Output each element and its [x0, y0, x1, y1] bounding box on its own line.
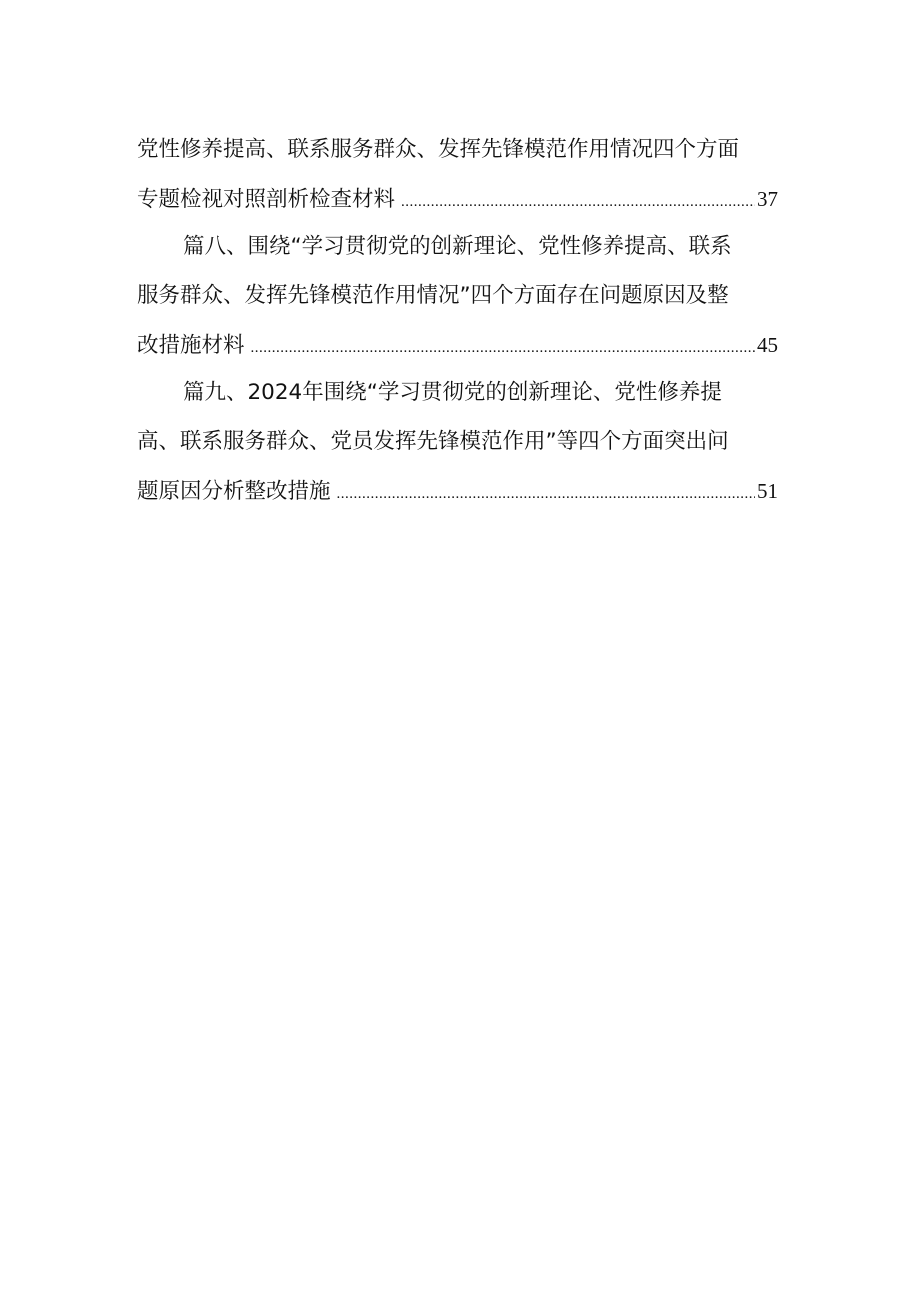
toc-page-number: 37 [757, 186, 778, 211]
toc-entry-line: 篇九、2024年围绕“学习贯彻党的创新理论、党性修养提 [183, 380, 722, 406]
dot-leader [401, 178, 755, 224]
dot-leader [251, 324, 755, 370]
toc-entry-last-line [137, 175, 778, 224]
toc-entry-line: 服务群众、发挥先锋模范作用情况”四个方面存在问题原因及整 [137, 283, 729, 309]
toc-entry-text: 改措施材料 [137, 332, 245, 358]
toc-entry-last-line [137, 467, 778, 516]
dot-leader [337, 470, 755, 516]
toc-entry-line: 篇八、围绕“学习贯彻党的创新理论、党性修养提高、联系 [183, 234, 732, 260]
toc-entry-line: 高、联系服务群众、党员发挥先锋模范作用”等四个方面突出问 [137, 429, 729, 455]
toc-entry-text: 专题检视对照剖析检查材料 [137, 186, 396, 212]
toc-entry-text: 题原因分析整改措施 [137, 478, 331, 504]
table-of-contents [137, 126, 785, 516]
toc-entry-last-line [137, 321, 778, 370]
toc-entry-line: 党性修养提高、联系服务群众、发挥先锋模范作用情况四个方面 [137, 137, 740, 162]
toc-page-number: 51 [757, 478, 778, 503]
toc-page-number: 45 [757, 332, 778, 357]
